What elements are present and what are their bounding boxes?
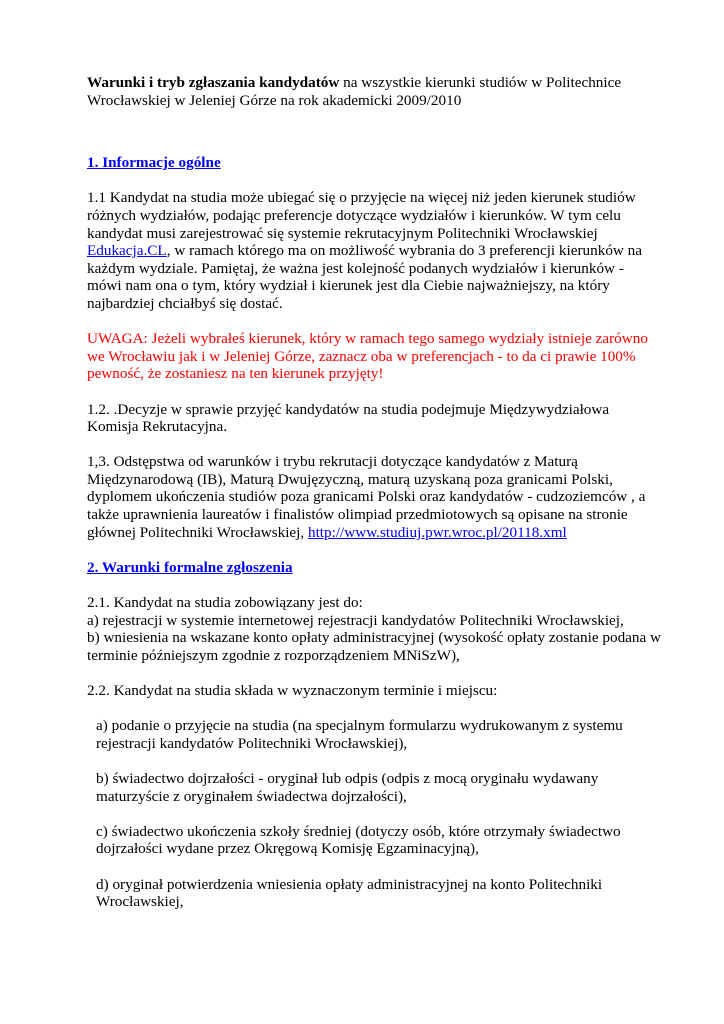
- warning-paragraph: UWAGA: Jeżeli wybrałeś kierunek, który w ramach tego samego wydziały istnieje zarówno we Wrocławiu jak i w Jeleniej Górze, zaznacz oba w preferencjach - to da ci prawie 100% pewność, że zostaniesz na ten kierunek przyjęty!: [87, 330, 648, 383]
- document-title: [87, 74, 662, 109]
- paragraph-1-3-text: 1,3. Odstępstwa od warunków i trybu rekrutacji dotyczące kandydatów z Maturą Międzynarodową (IB), Maturą Dwujęzyczną, maturą uzyskaną poza granicami Polski, dyplomem ukończenia studiów poza granicami Polski oraz kandydatów - cudzoziemców , a także uprawnienia laureatów i finalistów olimpiad przedmiotowych są opisane na stronie głównej Politechniki Wrocławskiej,: [87, 453, 646, 541]
- list-item-a: a) podanie o przyjęcie na studia (na specjalnym formularzu wydrukowanym z systemu rejestracji kandydatów Politechniki Wrocławskiej),: [96, 717, 623, 752]
- section-2-heading[interactable]: 2. Warunki formalne zgłoszenia: [87, 558, 293, 576]
- paragraph-2-1-b: b) wniesienia na wskazane konto opłaty administracyjnej (wysokość opłaty zostanie podana w terminie późniejszym zgodnie z rozporządzeniem MNiSzW),: [87, 629, 662, 664]
- list-item-c: c) świadectwo ukończenia szkoły średniej (dotyczy osób, które otrzymały świadectwo dojrzałości wydane przez Okręgową Komisję Egzaminacyjną),: [96, 822, 621, 858]
- paragraph-2-2: 2.2. Kandydat na studia składa w wyznaczonym terminie i miejscu:: [87, 682, 498, 699]
- paragraph-1-3: [87, 453, 662, 541]
- title-rest: na wszystkie kierunki studiów w Politechnice Wrocławskiej w Jeleniej Górze na rok akademicki 2009/2010: [87, 74, 622, 109]
- edukacja-link[interactable]: Edukacja.CL: [87, 242, 167, 260]
- paragraph-2-1: [87, 594, 662, 664]
- paragraph-2-1-intro: 2.1. Kandydat na studia zobowiązany jest do:: [87, 594, 363, 612]
- title-bold: Warunki i tryb zgłaszania kandydatów: [87, 74, 340, 91]
- list-item-b: b) świadectwo dojrzałości - oryginał lub odpis (odpis z mocą oryginału wydawany maturzyście z oryginałem świadectwa dojrzałości),: [96, 769, 599, 805]
- list-item-d: d) oryginał potwierdzenia wniesienia opłaty administracyjnej na konto Politechniki Wrocławskiej,: [96, 875, 603, 911]
- paragraph-1-1-text-b: , w ramach którego ma on możliwość wybrania do 3 preferencji kierunków na każdym wydziale. Pamiętaj, że ważna jest kolejność podanych wydziałów i kierunków - mówi nam ona o tym, który wydział i kierunek jest dla Ciebie najważniejszy, na który najbardziej chciałbyś się dostać.: [87, 242, 643, 312]
- document-body: [87, 74, 662, 928]
- paragraph-2-1-a: a) rejestracji w systemie internetowej rejestracji kandydatów Politechniki Wrocławskiej,: [87, 611, 624, 629]
- paragraph-1-2: 1.2. .Decyzje w sprawie przyjęć kandydatów na studia podejmuje Międzywydziałowa Komisja Rekrutacyjna.: [87, 400, 610, 436]
- studiuj-link[interactable]: http://www.studiuj.pwr.wroc.pl/20118.xml: [307, 523, 567, 541]
- section-1-heading[interactable]: 1. Informacje ogólne: [87, 154, 221, 172]
- paragraph-1-1-text-a: 1.1 Kandydat na studia może ubiegać się o przyjęcie na więcej niż jeden kierunek studiów różnych wydziałów, podając preferencje dotyczące wydziałów i kierunków. W tym celu kandydat musi zarejestrować się systemie rekrutacyjnym Politechniki Wrocławskiej: [87, 189, 636, 242]
- paragraph-1-1: [87, 189, 662, 312]
